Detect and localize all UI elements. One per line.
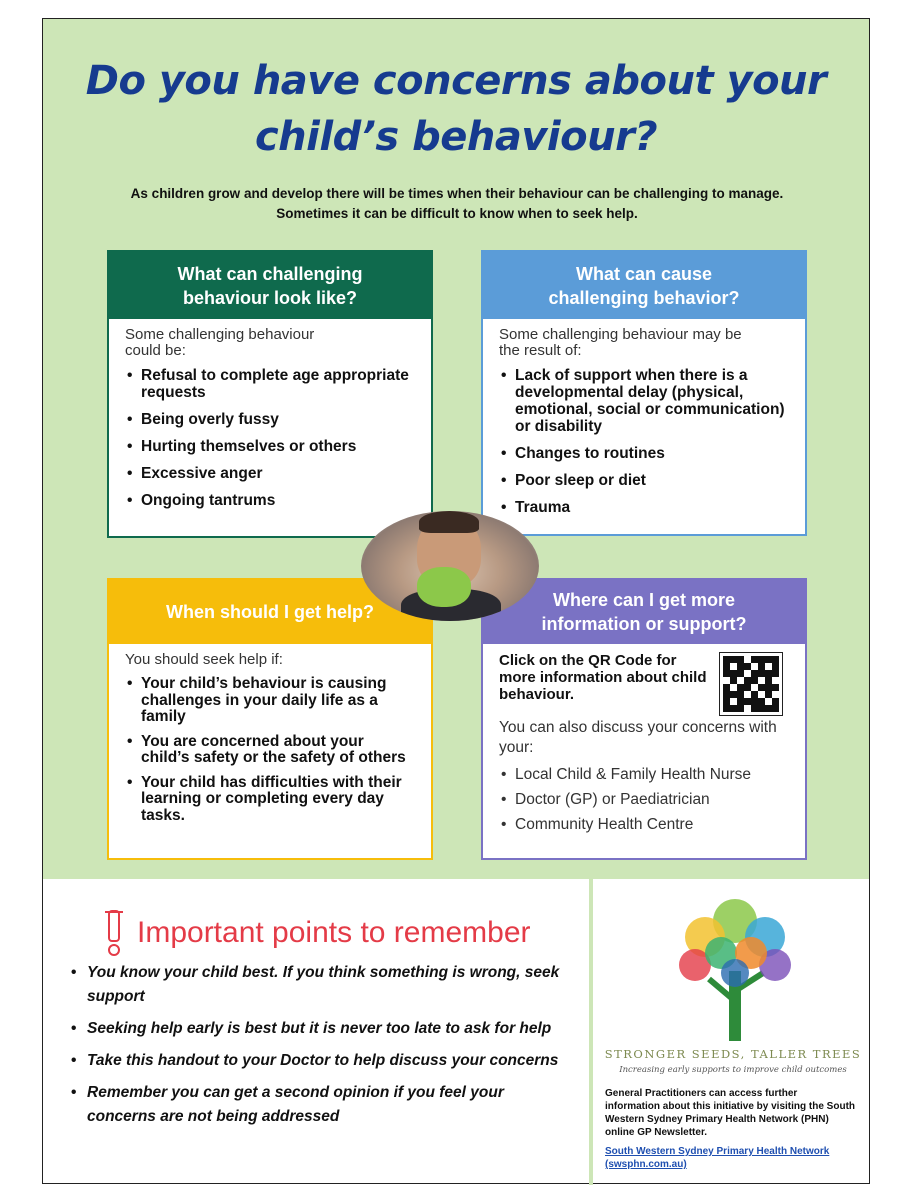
card-when-get-help <box>107 578 433 860</box>
intro-line-2: Sometimes it can be difficult to know when to seek help. <box>276 206 638 221</box>
important-points-list <box>67 961 577 1137</box>
important-heading <box>101 909 531 957</box>
list-item: • Trauma <box>499 499 789 516</box>
exclamation-icon <box>101 909 127 957</box>
card-title-line-2: challenging behavior? <box>548 287 740 308</box>
page-title <box>43 53 869 165</box>
list-item: • Excessive anger <box>125 465 415 482</box>
qr-instruction: Click on the QR Code for more information about child behaviour. <box>499 652 707 703</box>
card-intro-line-2: the result of: <box>499 342 582 359</box>
list-item: • Poor sleep or diet <box>499 472 789 489</box>
card-intro <box>125 327 415 359</box>
bullet-list <box>125 676 415 824</box>
qr-code-icon[interactable] <box>719 652 783 716</box>
important-title: Important points to remember <box>137 916 531 949</box>
child-photo <box>361 511 539 621</box>
list-item: • Ongoing tantrums <box>125 492 415 509</box>
phn-link[interactable]: South Western Sydney Primary Health Network (swsphn.com.au) <box>605 1146 830 1170</box>
list-item: • You know your child best. If you think something is wrong, seek support <box>67 961 577 1009</box>
card-title-line-1: What can challenging <box>177 263 363 284</box>
card-body <box>109 319 431 509</box>
gp-note: General Practitioners can access further information about this initiative by visiting the South Western Sydney Primary Health Network (PHN) online GP Newsletter. <box>605 1088 856 1138</box>
list-item: • Your child’s behaviour is causing challenges in your daily life as a family <box>125 676 415 726</box>
logo-tagline: STRONGER SEEDS, TALLER TREES <box>604 1047 862 1061</box>
card-header <box>483 580 805 644</box>
poster-top-section <box>43 19 869 879</box>
list-item: • Refusal to complete age appropriate requests <box>125 367 415 401</box>
card-body <box>483 644 805 833</box>
list-item: • Lack of support when there is a developmental delay (physical, emotional, social or communication) or disability <box>499 367 789 435</box>
card-title-line-1: What can cause <box>575 263 713 284</box>
list-item: • Local Child & Family Health Nurse <box>499 766 789 783</box>
list-item: • Doctor (GP) or Paediatrician <box>499 791 789 808</box>
card-title-line-2: behaviour look like? <box>182 287 358 308</box>
title-line-1: Do you have concerns about your <box>85 58 827 104</box>
intro-text <box>63 184 851 224</box>
qr-row <box>499 652 789 716</box>
card-intro-line-1: Some challenging behaviour <box>125 326 315 343</box>
list-item: • Take this handout to your Doctor to help discuss your concerns <box>67 1049 577 1073</box>
card-behaviour-looks-like <box>107 250 433 538</box>
card-title: When should I get help? <box>166 602 374 622</box>
card-intro-line-2: could be: <box>125 342 186 359</box>
list-item: • Remember you can get a second opinion if you feel your concerns are not being addressed <box>67 1081 577 1129</box>
poster <box>42 18 870 1184</box>
card-header <box>109 252 431 319</box>
section-divider <box>589 879 593 1185</box>
list-item: • Being overly fussy <box>125 411 415 428</box>
list-item: • Community Health Centre <box>499 816 789 833</box>
bullet-list <box>499 367 789 516</box>
card-behaviour-causes <box>481 250 807 536</box>
card-title-line-1: Where can I get more <box>552 590 736 610</box>
list-item: • Hurting themselves or others <box>125 438 415 455</box>
intro-line-1: As children grow and develop there will be times when their behaviour can be challenging to manage. <box>130 186 784 201</box>
list-item: • Your child has difficulties with their learning or completing every day tasks. <box>125 775 415 825</box>
tree-logo-icon <box>665 891 805 1041</box>
card-intro: You should seek help if: <box>125 651 283 668</box>
bullet-list <box>499 766 789 833</box>
logo-subtagline: Increasing early supports to improve child outcomes <box>619 1065 847 1075</box>
card-header <box>483 252 805 319</box>
title-line-2: child’s behaviour? <box>254 114 658 160</box>
card-title-line-2: information or support? <box>541 614 747 634</box>
also-discuss-text: You can also discuss your concerns with your: <box>499 719 777 756</box>
list-item: • You are concerned about your child’s safety or the safety of others <box>125 734 415 767</box>
list-item: • Seeking help early is best but it is never too late to ask for help <box>67 1017 577 1041</box>
list-item: • Changes to routines <box>499 445 789 462</box>
bullet-list <box>125 367 415 509</box>
card-body <box>109 644 431 824</box>
card-where-info <box>481 578 807 860</box>
card-intro-line-1: Some challenging behaviour may be <box>499 326 742 343</box>
card-body <box>483 319 805 516</box>
card-intro <box>499 327 789 359</box>
